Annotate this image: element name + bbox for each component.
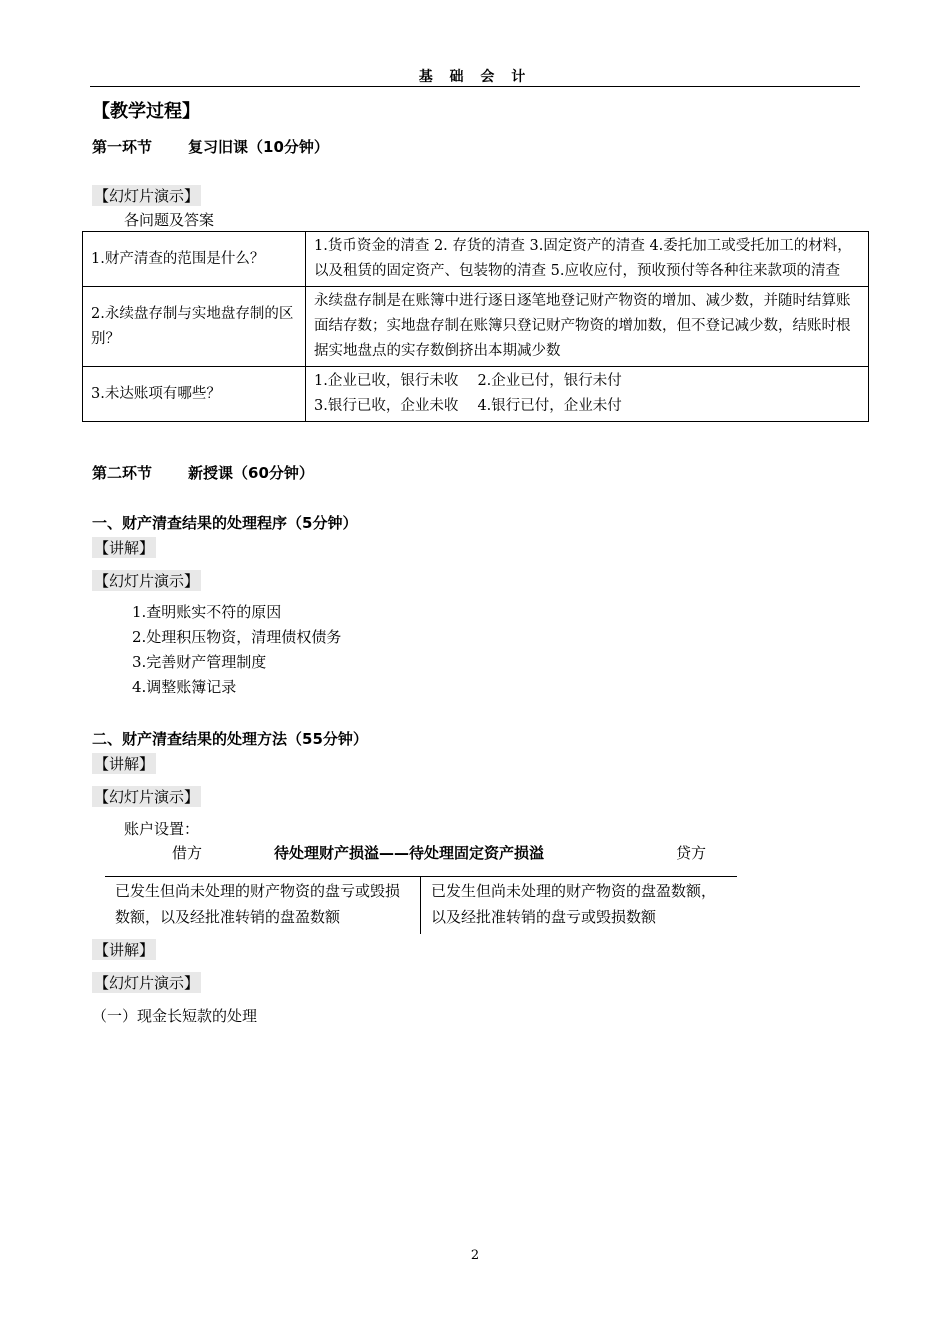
list-item: 2.处理积压物资，清理债权债务	[132, 628, 342, 646]
section2-heading	[92, 462, 314, 483]
section2-label: 第二环节	[92, 464, 153, 482]
account-setup-label: 账户设置：	[124, 820, 200, 838]
procedure-list	[132, 600, 341, 700]
table-cell-question: 1.财产清查的范围是什么？	[83, 232, 306, 287]
slide-tag: 【幻灯片演示】	[94, 788, 200, 806]
explain-tag: 【讲解】	[94, 539, 155, 557]
debit-side-text: 已发生但尚未处理的财产物资的盘亏或毁损数额，以及经批准转销的盘盈数额	[115, 882, 401, 926]
credit-label: 贷方	[676, 844, 707, 862]
table-cell-answer	[306, 367, 869, 422]
table-row	[83, 287, 869, 367]
section2-title: 新授课（60分钟）	[188, 464, 314, 482]
slide-tag: 【幻灯片演示】	[94, 974, 200, 992]
section1-label: 第一环节	[92, 138, 153, 156]
main-title: 【教学过程】	[92, 101, 200, 122]
credit-side-text: 已发生但尚未处理的财产物资的盘盈数额，以及经批准转销的盘亏或毁损数额	[431, 882, 717, 926]
page-number: 2	[470, 1248, 480, 1263]
header-rule	[90, 86, 860, 87]
t-account-horizontal-line	[105, 876, 737, 877]
explain-tag: 【讲解】	[94, 755, 155, 773]
table-cell-question: 3.未达账项有哪些？	[83, 367, 306, 422]
part1-title: 一、财产清查结果的处理程序（5分钟）	[92, 514, 358, 532]
account-name: 待处理财产损溢——待处理固定资产损溢	[274, 844, 545, 862]
part2-title: 二、财产清查结果的处理方法（55分钟）	[92, 730, 368, 748]
qa-table	[82, 231, 869, 422]
subsection-title: （一）现金长短款的处理	[92, 1007, 258, 1025]
list-item: 1.查明账实不符的原因	[132, 603, 282, 621]
answer-line: 1.企业已收，银行未收 2.企业已付，银行未付	[314, 373, 622, 389]
answer-line: 3.银行已收，企业未收 4.银行已付，企业未付	[314, 398, 622, 414]
debit-label: 借方	[172, 844, 203, 862]
table-cell-answer: 永续盘存制是在账簿中进行逐日逐笔地登记财产物资的增加、减少数，并随时结算账面结存数；实地盘存制在账簿只登记财产物资的增加数，但不登记减少数，结账时根据实地盘点的实存数倒挤出本期减少数	[306, 287, 869, 367]
section1-heading	[92, 136, 329, 157]
list-item: 3.完善财产管理制度	[132, 653, 267, 671]
slide-tag: 【幻灯片演示】	[94, 187, 200, 205]
explain-tag: 【讲解】	[94, 941, 155, 959]
table-cell-question: 2.永续盘存制与实地盘存制的区别？	[83, 287, 306, 367]
page-header-title: 基 础 会 计	[418, 69, 532, 85]
slide-tag: 【幻灯片演示】	[94, 572, 200, 590]
t-account-vertical-line	[420, 876, 421, 934]
table-row	[83, 367, 869, 422]
list-item: 4.调整账簿记录	[132, 678, 237, 696]
table-cell-answer: 1.货币资金的清查 2. 存货的清查 3.固定资产的清查 4.委托加工或受托加工的材料，以及租赁的固定资产、包装物的清查 5.应收应付，预收预付等各种往来款项的清查	[306, 232, 869, 287]
section1-title: 复习旧课（10分钟）	[188, 138, 329, 156]
table-row	[83, 232, 869, 287]
table-caption: 各问题及答案	[124, 211, 215, 229]
